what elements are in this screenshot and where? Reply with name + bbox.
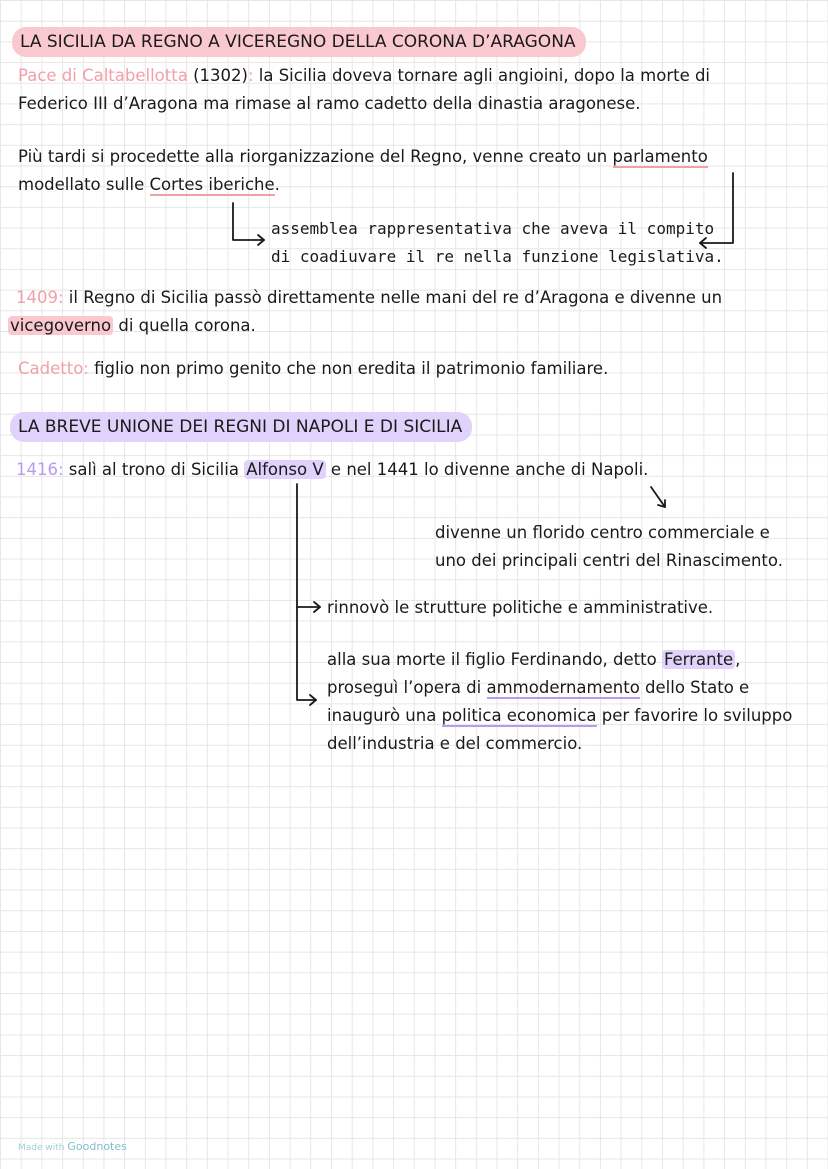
rinnovo-line: rinnovò le strutture politiche e amministrative. [327, 598, 714, 617]
assemblea-line-1: assemblea rappresentativa che aveva il compito [271, 219, 715, 238]
assemblea-line-2: di coadiuvare il re nella funzione legislativa. [271, 247, 724, 266]
napoli-arrow [651, 487, 665, 507]
cortes-word: Cortes iberiche [149, 175, 275, 194]
y1416-post: e nel 1441 lo divenne anche di Napoli. [325, 460, 649, 479]
watermark-brand: Goodnotes [67, 1140, 127, 1153]
napoli-line-2: uno dei principali centri del Rinascimento. [435, 551, 783, 570]
section-title-text-2: LA BREVE UNIONE DEI REGNI DI NAPOLI E DI SICILIA [18, 417, 463, 437]
cadetto-term: Cadetto: [18, 359, 89, 378]
parlamento-arrow [700, 173, 733, 243]
napoli-line-1: divenne un florido centro commerciale e [435, 523, 770, 542]
ferrante-comma: , [735, 650, 741, 669]
y1416-pre: salì al trono di Sicilia [63, 460, 245, 479]
parlamento-word: parlamento [612, 147, 708, 166]
alfonso-bracket [297, 484, 316, 700]
ammod-post: dello Stato e [639, 678, 750, 697]
politica-post: per favorire lo sviluppo [596, 706, 793, 725]
y1409-year: 1409: [16, 288, 64, 307]
vicegoverno-word: vicegoverno [10, 316, 112, 335]
alfonso-name: Alfonso V [246, 460, 324, 479]
section-title-text: LA SICILIA DA REGNO A VICEREGNO DELLA CORONA D’ARAGONA [20, 32, 576, 52]
cadetto-def: figlio non primo genito che non eredita il patrimonio familiare. [88, 359, 609, 378]
y1409-text: il Regno di Sicilia passò direttamente nelle mani del re d’Aragona e divenne un [63, 288, 723, 307]
ferrante-pre: alla sua morte il figlio Ferdinando, detto [327, 650, 662, 669]
pace-term: Pace di Caltabellotta [18, 66, 188, 85]
ferrante-line-4: dell’industria e del commercio. [327, 734, 583, 753]
watermark-made-with: Made with [18, 1143, 65, 1153]
pace-line-2: Federico III d’Aragona ma rimase al ramo cadetto della dinastia aragonese. [18, 94, 641, 113]
ferrante-name: Ferrante [663, 650, 734, 669]
parlamento-text: Più tardi si procedette alla riorganizzazione del Regno, venne creato un [18, 147, 613, 166]
pace-year: (1302) [193, 66, 248, 85]
pace-text: la Sicilia doveva tornare agli angioini, dopo la morte di [253, 66, 711, 85]
ammod-pre: proseguì l’opera di [327, 678, 487, 697]
politica-pre: inaugurò una [327, 706, 442, 725]
y1409-text-2: di quella corona. [113, 316, 256, 335]
y1416-year: 1416: [16, 460, 64, 479]
cortes-period: . [274, 175, 280, 194]
cortes-arrow [233, 203, 264, 240]
goodnotes-watermark [18, 1140, 127, 1153]
politica-economica-word: politica economica [441, 706, 597, 725]
ammodernamento-word: ammodernamento [486, 678, 640, 697]
pace-colon: : [247, 66, 254, 85]
cortes-text: modellato sulle [18, 175, 150, 194]
